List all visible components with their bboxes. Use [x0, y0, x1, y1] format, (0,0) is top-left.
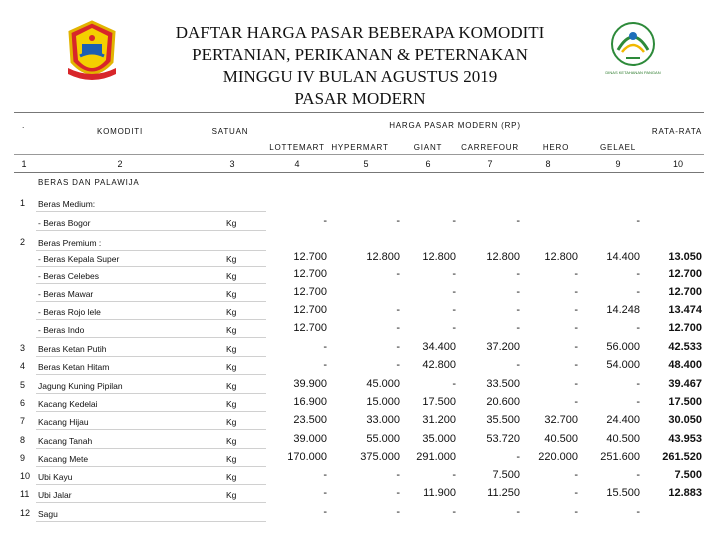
agency-logo	[600, 20, 666, 92]
price-cell: 251.600	[600, 451, 640, 463]
row-separator	[36, 521, 266, 522]
price-cell: 39.000	[293, 433, 327, 445]
unit: Kg	[226, 254, 237, 264]
header-market-gelael: GELAEL	[600, 143, 636, 152]
price-cell: 42.800	[422, 359, 456, 371]
header-divider	[14, 154, 704, 155]
unit: Kg	[226, 271, 237, 281]
row-separator	[36, 502, 266, 503]
price-cell: -	[516, 451, 520, 463]
commodity-name: Beras Ketan Hitam	[38, 362, 110, 372]
commodity-name: Ubi Kayu	[38, 472, 73, 482]
column-number: 8	[545, 159, 551, 169]
price-cell: -	[636, 286, 640, 298]
price-cell: 14.400	[606, 251, 640, 263]
average-price: 30.050	[668, 414, 702, 426]
header-market-lottemart: LOTTEMART	[269, 143, 325, 152]
price-cell: -	[516, 322, 520, 334]
row-separator	[36, 230, 266, 231]
unit: Kg	[226, 218, 237, 228]
price-cell: 40.500	[544, 433, 578, 445]
price-cell: -	[452, 304, 456, 316]
unit: Kg	[226, 490, 237, 500]
price-cell: -	[323, 487, 327, 499]
row-separator	[36, 356, 266, 357]
row-separator	[36, 250, 266, 251]
average-price: 43.953	[668, 433, 702, 445]
column-number: 2	[117, 159, 123, 169]
price-cell: -	[452, 268, 456, 280]
average-price: 42.533	[668, 341, 702, 353]
price-cell: 45.000	[366, 378, 400, 390]
agency-logo-text: DINAS KETAHANAN PANGAN	[605, 70, 661, 75]
row-number: 8	[20, 435, 26, 445]
price-cell: 54.000	[606, 359, 640, 371]
row-separator	[36, 374, 266, 375]
row-number: 2	[20, 237, 26, 247]
header-komoditi: KOMODITI	[97, 127, 143, 136]
price-cell: 33.000	[366, 414, 400, 426]
commodity-name: Kacang Kedelai	[38, 399, 98, 409]
price-cell: -	[452, 378, 456, 390]
unit: Kg	[226, 344, 237, 354]
price-cell: 12.800	[366, 251, 400, 263]
price-cell: -	[396, 469, 400, 481]
price-cell: 35.000	[422, 433, 456, 445]
commodity-name: - Beras Mawar	[38, 289, 94, 299]
column-number: 6	[425, 159, 431, 169]
price-cell: -	[452, 215, 456, 227]
row-separator	[36, 429, 266, 430]
row-separator	[36, 283, 266, 284]
price-cell: -	[396, 304, 400, 316]
column-number-divider	[14, 172, 704, 173]
price-cell: 33.500	[486, 378, 520, 390]
price-cell: 39.900	[293, 378, 327, 390]
average-price: 261.520	[662, 451, 702, 463]
price-cell: -	[574, 396, 578, 408]
average-price: 12.700	[668, 322, 702, 334]
row-number: 10	[20, 471, 31, 481]
column-number: 7	[487, 159, 493, 169]
unit: Kg	[226, 399, 237, 409]
price-cell: -	[396, 506, 400, 518]
price-cell: 15.500	[606, 487, 640, 499]
price-cell: 24.400	[606, 414, 640, 426]
price-cell: -	[574, 322, 578, 334]
price-cell: -	[636, 378, 640, 390]
price-cell: 12.700	[293, 268, 327, 280]
row-separator	[36, 211, 266, 212]
commodity-name: - Beras Kepala Super	[38, 254, 120, 264]
row-separator	[36, 319, 266, 320]
price-cell: -	[396, 322, 400, 334]
price-cell: -	[574, 341, 578, 353]
average-price: 13.050	[668, 251, 702, 263]
price-cell: 35.500	[486, 414, 520, 426]
column-number: 3	[229, 159, 235, 169]
header-no: .	[22, 120, 25, 130]
price-cell: -	[516, 506, 520, 518]
price-cell: -	[574, 469, 578, 481]
price-cell: 11.250	[487, 487, 520, 499]
header-market-hero: HERO	[542, 143, 570, 152]
city-crest-logo	[60, 18, 124, 90]
row-number: 9	[20, 453, 26, 463]
price-cell: 12.800	[486, 251, 520, 263]
header-market-carrefour: CARREFOUR	[461, 143, 519, 152]
price-cell: 170.000	[287, 451, 327, 463]
header-market-giant: GIANT	[413, 143, 443, 152]
header-satuan: SATUAN	[211, 127, 249, 136]
price-cell: -	[574, 268, 578, 280]
price-cell: -	[516, 304, 520, 316]
header-market-hypermart: HYPERMART	[331, 143, 389, 152]
unit: Kg	[226, 417, 237, 427]
average-price: 12.883	[668, 487, 702, 499]
row-separator	[36, 411, 266, 412]
row-number: 6	[20, 398, 26, 408]
section-heading: BERAS DAN PALAWIJA	[38, 178, 140, 187]
price-cell: -	[452, 506, 456, 518]
price-cell: 32.700	[544, 414, 578, 426]
price-cell: -	[396, 341, 400, 353]
price-cell: -	[574, 304, 578, 316]
unit: Kg	[226, 436, 237, 446]
price-cell: 220.000	[538, 451, 578, 463]
average-price: 12.700	[668, 286, 702, 298]
commodity-name: Kacang Mete	[38, 454, 89, 464]
price-cell: 12.800	[544, 251, 578, 263]
price-cell: -	[516, 359, 520, 371]
commodity-name: Beras Premium :	[38, 238, 102, 248]
unit: Kg	[226, 454, 237, 464]
average-price: 13.474	[668, 304, 702, 316]
price-cell: 16.900	[293, 396, 327, 408]
price-cell: -	[574, 378, 578, 390]
price-cell: -	[516, 286, 520, 298]
price-cell: 56.000	[606, 341, 640, 353]
row-separator	[36, 448, 266, 449]
commodity-name: Beras Ketan Putih	[38, 344, 107, 354]
price-cell: -	[452, 286, 456, 298]
column-number: 4	[294, 159, 300, 169]
price-cell: -	[396, 487, 400, 499]
row-separator	[36, 301, 266, 302]
row-separator	[36, 484, 266, 485]
price-cell: 11.900	[423, 487, 456, 499]
unit: Kg	[226, 381, 237, 391]
price-cell: 17.500	[422, 396, 456, 408]
price-cell: -	[516, 215, 520, 227]
title-line-2: PERTANIAN, PERIKANAN & PETERNAKAN	[192, 45, 528, 64]
average-price: 7.500	[674, 469, 702, 481]
price-cell: 37.200	[486, 341, 520, 353]
price-cell: -	[323, 359, 327, 371]
price-cell: 12.700	[293, 251, 327, 263]
price-cell: 23.500	[293, 414, 327, 426]
title-line-1: DAFTAR HARGA PASAR BEBERAPA KOMODITI	[175, 23, 545, 42]
commodity-name: Beras Medium:	[38, 199, 96, 209]
document-title	[120, 22, 600, 110]
price-cell: -	[396, 359, 400, 371]
row-number: 1	[20, 198, 26, 208]
price-cell: -	[323, 341, 327, 353]
price-cell: -	[574, 506, 578, 518]
unit: Kg	[226, 325, 237, 335]
price-cell: -	[452, 469, 456, 481]
price-cell: 375.000	[360, 451, 400, 463]
price-cell: -	[396, 215, 400, 227]
commodity-name: Sagu	[38, 509, 58, 519]
commodity-name: Kacang Tanah	[38, 436, 93, 446]
column-number: 10	[672, 159, 683, 169]
column-number: 1	[21, 159, 27, 169]
price-cell: 53.720	[486, 433, 520, 445]
price-cell: 12.800	[422, 251, 456, 263]
average-price: 39.467	[668, 378, 702, 390]
price-cell: 12.700	[293, 286, 327, 298]
row-number: 11	[20, 489, 30, 499]
price-cell: 20.600	[486, 396, 520, 408]
row-number: 4	[20, 361, 26, 371]
row-separator	[36, 266, 266, 267]
row-number: 7	[20, 416, 26, 426]
price-cell: -	[636, 396, 640, 408]
commodity-name: Jagung Kuning Pipilan	[38, 381, 123, 391]
title-line-4: PASAR MODERN	[294, 89, 426, 108]
row-number: 12	[20, 508, 31, 518]
price-cell: -	[323, 506, 327, 518]
price-cell: 55.000	[366, 433, 400, 445]
row-number: 3	[20, 343, 26, 353]
commodity-name: - Beras Rojo lele	[38, 307, 101, 317]
column-number: 9	[615, 159, 621, 169]
unit: Kg	[226, 472, 237, 482]
price-cell: -	[636, 215, 640, 227]
price-cell: 31.200	[422, 414, 456, 426]
price-cell: 40.500	[606, 433, 640, 445]
price-cell: -	[636, 469, 640, 481]
commodity-name: - Beras Celebes	[38, 271, 99, 281]
price-cell: -	[574, 286, 578, 298]
commodity-name: - Beras Indo	[38, 325, 85, 335]
unit: Kg	[226, 307, 237, 317]
average-price: 17.500	[668, 396, 702, 408]
price-cell: -	[636, 322, 640, 334]
unit: Kg	[226, 362, 237, 372]
price-cell: -	[323, 469, 327, 481]
row-separator	[36, 393, 266, 394]
price-cell: 7.500	[492, 469, 520, 481]
header-market-group: HARGA PASAR MODERN (RP)	[389, 121, 521, 130]
price-cell: 12.700	[293, 304, 327, 316]
column-number: 5	[363, 159, 369, 169]
price-cell: -	[636, 506, 640, 518]
average-price: 12.700	[668, 268, 702, 280]
commodity-name: Kacang Hijau	[38, 417, 89, 427]
table-top-border	[14, 112, 704, 113]
price-cell: 15.000	[366, 396, 400, 408]
price-cell: -	[574, 359, 578, 371]
unit: Kg	[226, 289, 237, 299]
title-line-3: MINGGU IV BULAN AGUSTUS 2019	[222, 67, 498, 86]
price-cell: 291.000	[416, 451, 456, 463]
commodity-name: - Beras Bogor	[38, 218, 91, 228]
price-cell: -	[636, 268, 640, 280]
price-cell: -	[323, 215, 327, 227]
price-cell: 12.700	[293, 322, 327, 334]
row-separator	[36, 466, 266, 467]
row-number: 5	[20, 380, 26, 390]
price-cell: -	[516, 268, 520, 280]
price-cell: -	[574, 487, 578, 499]
price-cell: -	[396, 268, 400, 280]
commodity-name: Ubi Jalar	[38, 490, 72, 500]
row-separator	[36, 337, 266, 338]
price-cell: 34.400	[422, 341, 456, 353]
header-rata-rata: RATA-RATA	[651, 127, 703, 136]
price-cell: -	[452, 322, 456, 334]
average-price: 48.400	[668, 359, 702, 371]
price-cell: 14.248	[606, 304, 640, 316]
